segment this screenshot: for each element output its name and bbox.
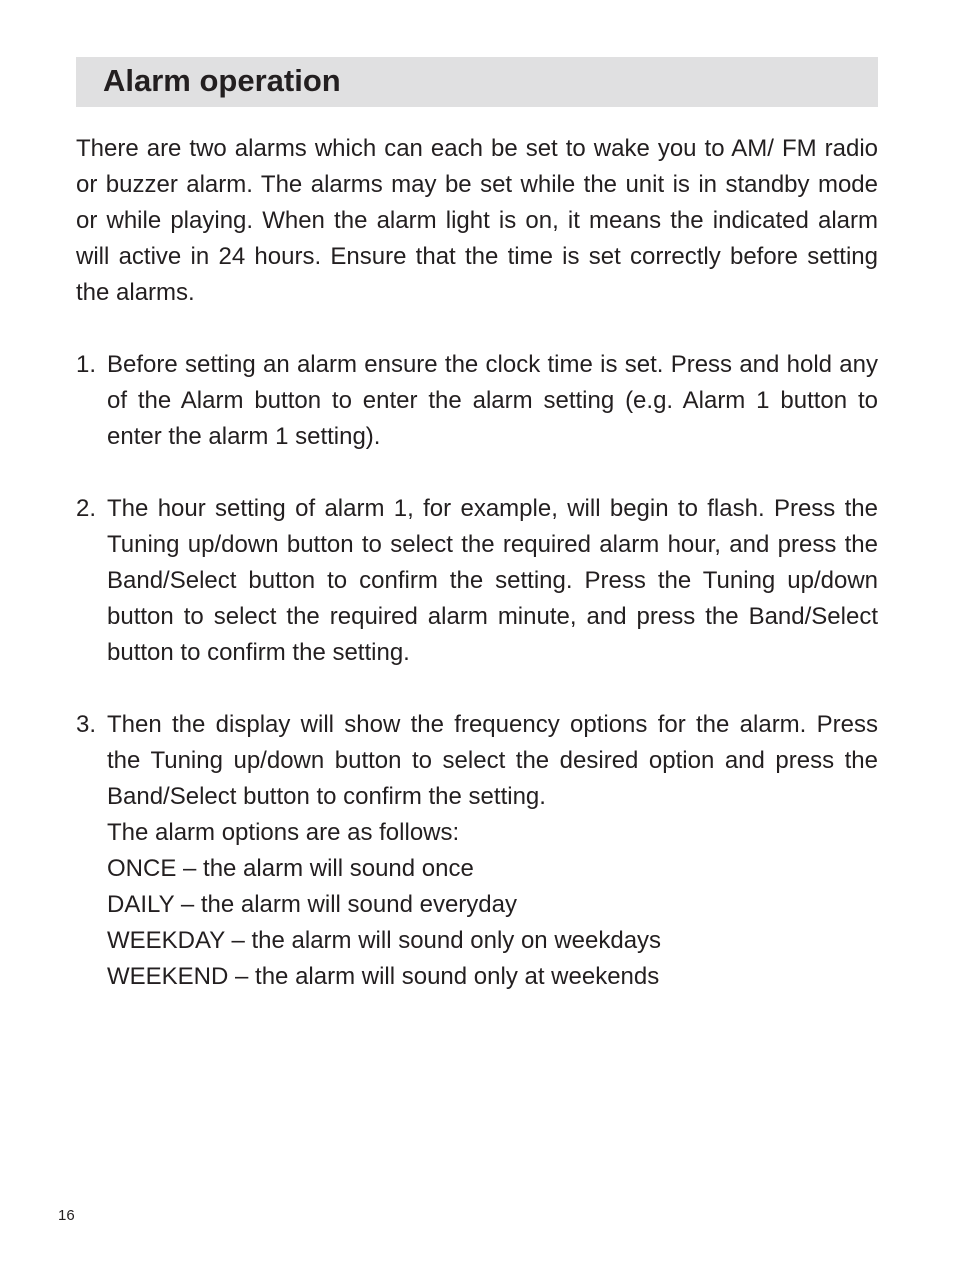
page-number: 16 bbox=[58, 1207, 75, 1224]
step-number: 3. bbox=[76, 711, 97, 738]
step-2 bbox=[76, 491, 878, 671]
step-text: Then the display will show the frequency options for the alarm. Press the Tuning up/down button to select the desired option and press the Band/Select button to confirm the setting. bbox=[107, 711, 878, 810]
step-number: 1. bbox=[76, 351, 97, 378]
page-title: Alarm operation bbox=[103, 63, 341, 98]
section-header bbox=[76, 57, 878, 107]
steps-list bbox=[76, 347, 878, 995]
alarm-options-intro: The alarm options are as follows: bbox=[107, 819, 460, 846]
step-text: Before setting an alarm ensure the clock time is set. Press and hold any of the Alarm button to enter the alarm setting (e.g. Alarm 1 button to enter the alarm 1 setting). bbox=[107, 351, 878, 450]
step-1 bbox=[76, 347, 878, 455]
alarm-option-weekend: WEEKEND – the alarm will sound only at weekends bbox=[107, 963, 660, 990]
step-3 bbox=[76, 707, 878, 995]
intro-paragraph: There are two alarms which can each be set to wake you to AM/ FM radio or buzzer alarm. The alarms may be set while the unit is in standby mode or while playing. When the alarm light is on, it means the indicated alarm will active in 24 hours. Ensure that the time is set correctly before setting the alarms. bbox=[76, 135, 878, 306]
step-number: 2. bbox=[76, 495, 97, 522]
step-text: The hour setting of alarm 1, for example, will begin to flash. Press the Tuning up/down button to select the required alarm hour, and press the Band/Select button to confirm the setting. Press the Tuning up/down button to select the required alarm minute, and press the Band/Select button to confirm the setting. bbox=[107, 495, 878, 666]
alarm-option-daily: DAILY – the alarm will sound everyday bbox=[107, 891, 517, 918]
alarm-option-weekday: WEEKDAY – the alarm will sound only on weekdays bbox=[107, 927, 662, 954]
main-content bbox=[76, 131, 878, 1031]
alarm-option-once: ONCE – the alarm will sound once bbox=[107, 855, 474, 882]
